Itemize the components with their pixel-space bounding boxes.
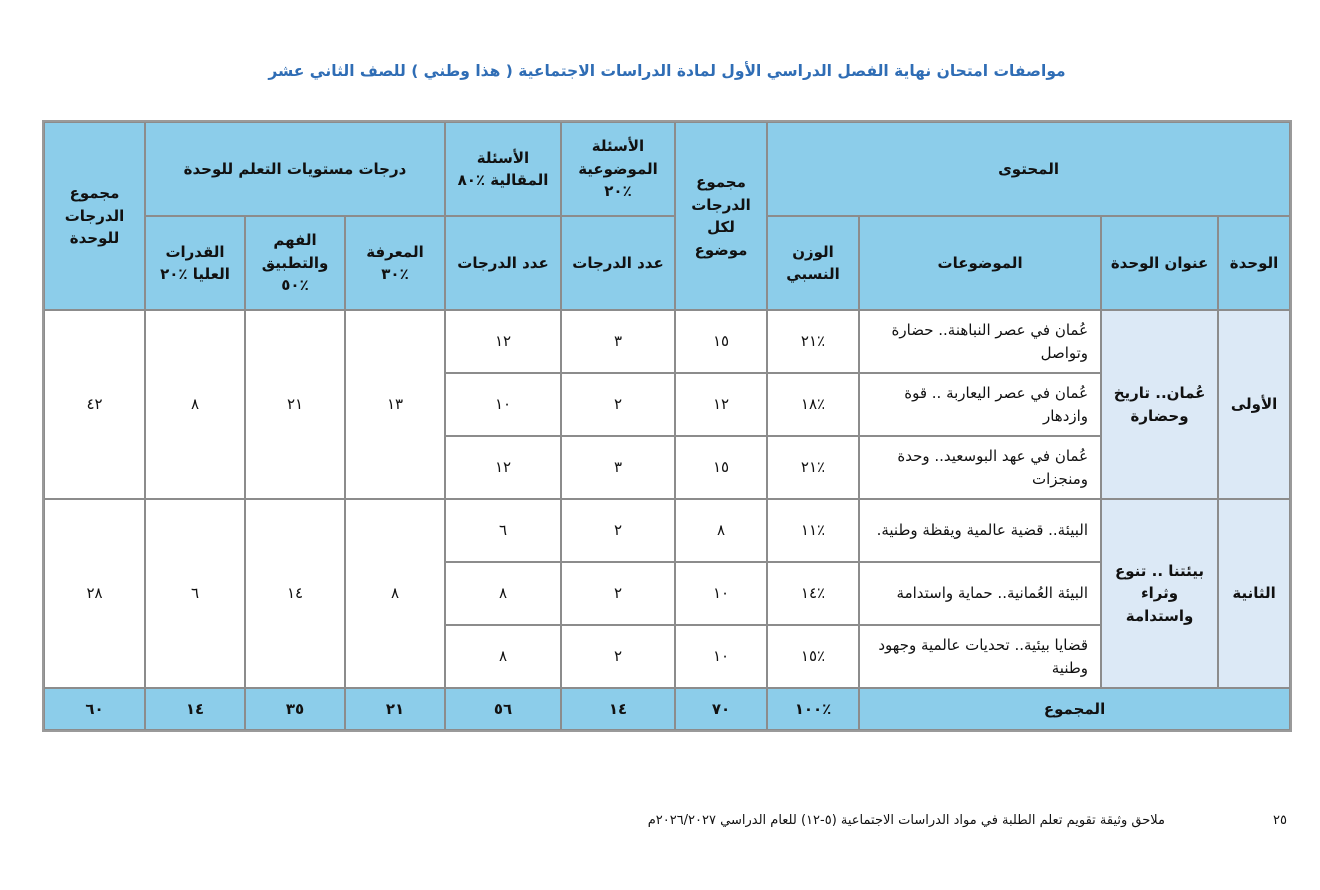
weight-cell: ٪٢١ [767, 436, 859, 499]
weight-cell: ٪١٥ [767, 625, 859, 688]
understanding-cell: ١٤ [245, 499, 345, 688]
exam-spec-table [42, 120, 1292, 732]
header-essay-count: عدد الدرجات [445, 216, 561, 310]
topic-total-cell: ١٠ [675, 625, 767, 688]
objective-cell: ٣ [561, 310, 675, 373]
header-unit: الوحدة [1218, 216, 1290, 310]
header-row-1 [44, 122, 1290, 216]
topic-total-cell: ١٥ [675, 436, 767, 499]
knowledge-cell: ٨ [345, 499, 445, 688]
essay-cell: ٨ [445, 625, 561, 688]
objective-cell: ٢ [561, 562, 675, 625]
totals-unit-total: ٦٠ [44, 688, 145, 730]
topic-total-cell: ١٠ [675, 562, 767, 625]
totals-essay: ٥٦ [445, 688, 561, 730]
totals-total: ٧٠ [675, 688, 767, 730]
unit-name: الثانية [1218, 499, 1290, 688]
topic-cell: قضايا بيئية.. تحديات عالمية وجهود وطنية [859, 625, 1101, 688]
header-unit-title: عنوان الوحدة [1101, 216, 1218, 310]
essay-cell: ١٢ [445, 310, 561, 373]
essay-cell: ١٠ [445, 373, 561, 436]
table-row [44, 499, 1290, 562]
header-understanding: الفهم والتطبيق ٪٥٠ [245, 216, 345, 310]
header-topics: الموضوعات [859, 216, 1101, 310]
higher-cell: ٦ [145, 499, 245, 688]
header-essay: الأسئلة المقالية ٪٨٠ [445, 122, 561, 216]
unit-title: عُمان.. تاريخ وحضارة [1101, 310, 1218, 499]
understanding-cell: ٢١ [245, 310, 345, 499]
totals-row [44, 688, 1290, 730]
header-objective-count: عدد الدرجات [561, 216, 675, 310]
footer-text: ملاحق وثيقة تقويم تعلم الطلبة في مواد الدراسات الاجتماعية (٥-١٢) للعام الدراسي ٢٠٢٦/٢٠٢٧م [647, 813, 1165, 828]
header-objective: الأسئلة الموضوعية ٪٢٠ [561, 122, 675, 216]
unit-total-cell: ٤٢ [44, 310, 145, 499]
topic-cell: البيئة.. قضية عالمية ويقظة وطنية. [859, 499, 1101, 562]
knowledge-cell: ١٣ [345, 310, 445, 499]
totals-knowledge: ٢١ [345, 688, 445, 730]
topic-cell: البيئة العُمانية.. حماية واستدامة [859, 562, 1101, 625]
page-title: مواصفات امتحان نهاية الفصل الدراسي الأول لمادة الدراسات الاجتماعية ( هذا وطني ) للصف الثاني عشر [268, 62, 1066, 80]
header-row-2 [44, 216, 1290, 310]
unit-name: الأولى [1218, 310, 1290, 499]
higher-cell: ٨ [145, 310, 245, 499]
header-knowledge: المعرفة ٪٣٠ [345, 216, 445, 310]
unit-total-cell: ٢٨ [44, 499, 145, 688]
header-total-per-topic: مجموع الدرجات لكل موضوع [675, 122, 767, 310]
header-weight: الوزن النسبي [767, 216, 859, 310]
essay-cell: ٨ [445, 562, 561, 625]
totals-objective: ١٤ [561, 688, 675, 730]
header-unit-total: مجموع الدرجات للوحدة [44, 122, 145, 310]
weight-cell: ٪١١ [767, 499, 859, 562]
objective-cell: ٢ [561, 373, 675, 436]
page-number: ٢٥ [1273, 813, 1287, 828]
essay-cell: ٦ [445, 499, 561, 562]
table-row [44, 310, 1290, 373]
header-learning-levels: درجات مستويات التعلم للوحدة [145, 122, 445, 216]
topic-total-cell: ١٥ [675, 310, 767, 373]
topic-total-cell: ١٢ [675, 373, 767, 436]
totals-understanding: ٣٥ [245, 688, 345, 730]
topic-total-cell: ٨ [675, 499, 767, 562]
topic-cell: عُمان في عصر النباهنة.. حضارة وتواصل [859, 310, 1101, 373]
header-content: المحتوى [767, 122, 1290, 216]
weight-cell: ٪٢١ [767, 310, 859, 373]
objective-cell: ٣ [561, 436, 675, 499]
objective-cell: ٢ [561, 625, 675, 688]
totals-higher: ١٤ [145, 688, 245, 730]
essay-cell: ١٢ [445, 436, 561, 499]
totals-weight: ٪١٠٠ [767, 688, 859, 730]
totals-label: المجموع [859, 688, 1290, 730]
topic-cell: عُمان في عهد البوسعيد.. وحدة ومنجزات [859, 436, 1101, 499]
weight-cell: ٪١٤ [767, 562, 859, 625]
unit-title: بيئتنا .. تنوع وثراء واستدامة [1101, 499, 1218, 688]
header-higher-abilities: القدرات العليا ٪٢٠ [145, 216, 245, 310]
weight-cell: ٪١٨ [767, 373, 859, 436]
topic-cell: عُمان في عصر اليعاربة .. قوة وازدهار [859, 373, 1101, 436]
objective-cell: ٢ [561, 499, 675, 562]
